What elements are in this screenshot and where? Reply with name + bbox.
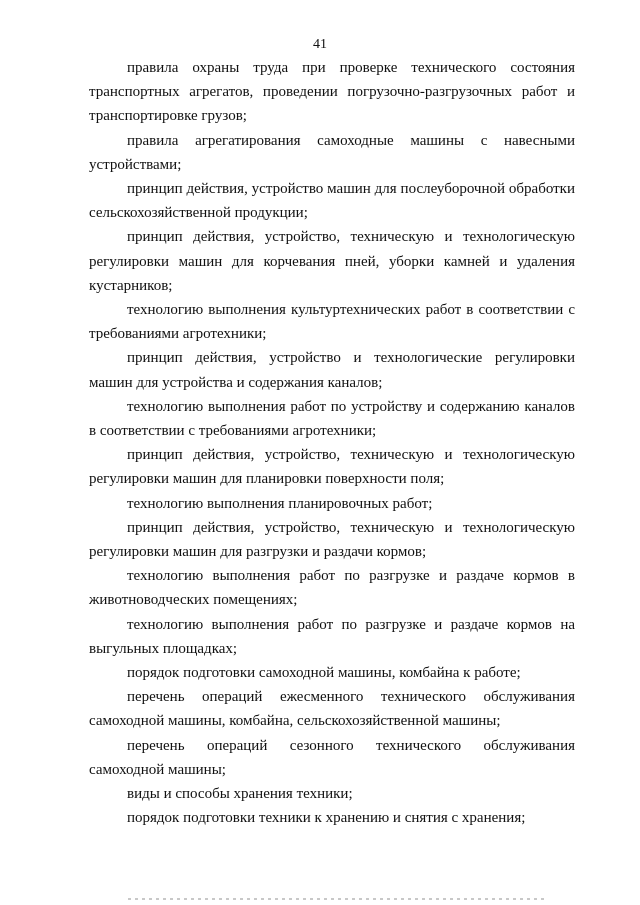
paragraph-13: порядок подготовки самоходной машины, комбайна к работе;	[127, 665, 521, 682]
paragraph-1: правила охраны труда при проверке технического состояния транспортных агрегатов, проведении погрузочно-разгрузочных работ и транспортировке грузов;	[89, 60, 575, 125]
paragraph-17: порядок подготовки техники к хранению и снятия с хранения;	[127, 810, 526, 827]
paragraph-12: технологию выполнения работ по разгрузке и раздаче кормов на выгульных площадках;	[89, 616, 575, 657]
page-number: 41	[313, 37, 327, 52]
paragraph-10: принцип действия, устройство, техническую и технологическую регулировки машин для разгрузки и раздачи кормов;	[89, 519, 575, 561]
paragraph-16: виды и способы хранения техники;	[127, 786, 353, 803]
paragraph-4: принцип действия, устройство, техническую и технологическую регулировки машин для корчевания пней, уборки камней и удаления кустарников;	[89, 229, 575, 294]
paragraph-3: принцип действия, устройство машин для послеуборочной обработки сельскохозяйственной продукции;	[89, 181, 575, 222]
paragraph-7: технологию выполнения работ по устройству и содержанию каналов в соответствии с требованиями агротехники;	[89, 398, 575, 440]
paragraph-14: перечень операций ежесменного технического обслуживания самоходной машины, комбайна, сельскохозяйственной машины;	[89, 689, 575, 730]
paragraph-15: перечень операций сезонного технического обслуживания самоходной машины;	[89, 737, 575, 778]
paragraph-2: правила агрегатирования самоходные машины с навесными устройствами;	[89, 132, 575, 173]
paragraph-5: технологию выполнения культуртехнических работ в соответствии с требованиями агротехники;	[89, 302, 575, 343]
scan-artifact	[128, 898, 548, 900]
paragraph-11: технологию выполнения работ по разгрузке и раздаче кормов в животноводческих помещениях;	[89, 568, 575, 609]
document-body	[89, 56, 575, 831]
paragraph-6: принцип действия, устройство и технологические регулировки машин для устройства и содержания каналов;	[89, 350, 575, 391]
paragraph-8: принцип действия, устройство, техническую и технологическую регулировки машин для планировки поверхности поля;	[89, 447, 575, 488]
paragraph-9: технологию выполнения планировочных работ;	[127, 495, 433, 512]
